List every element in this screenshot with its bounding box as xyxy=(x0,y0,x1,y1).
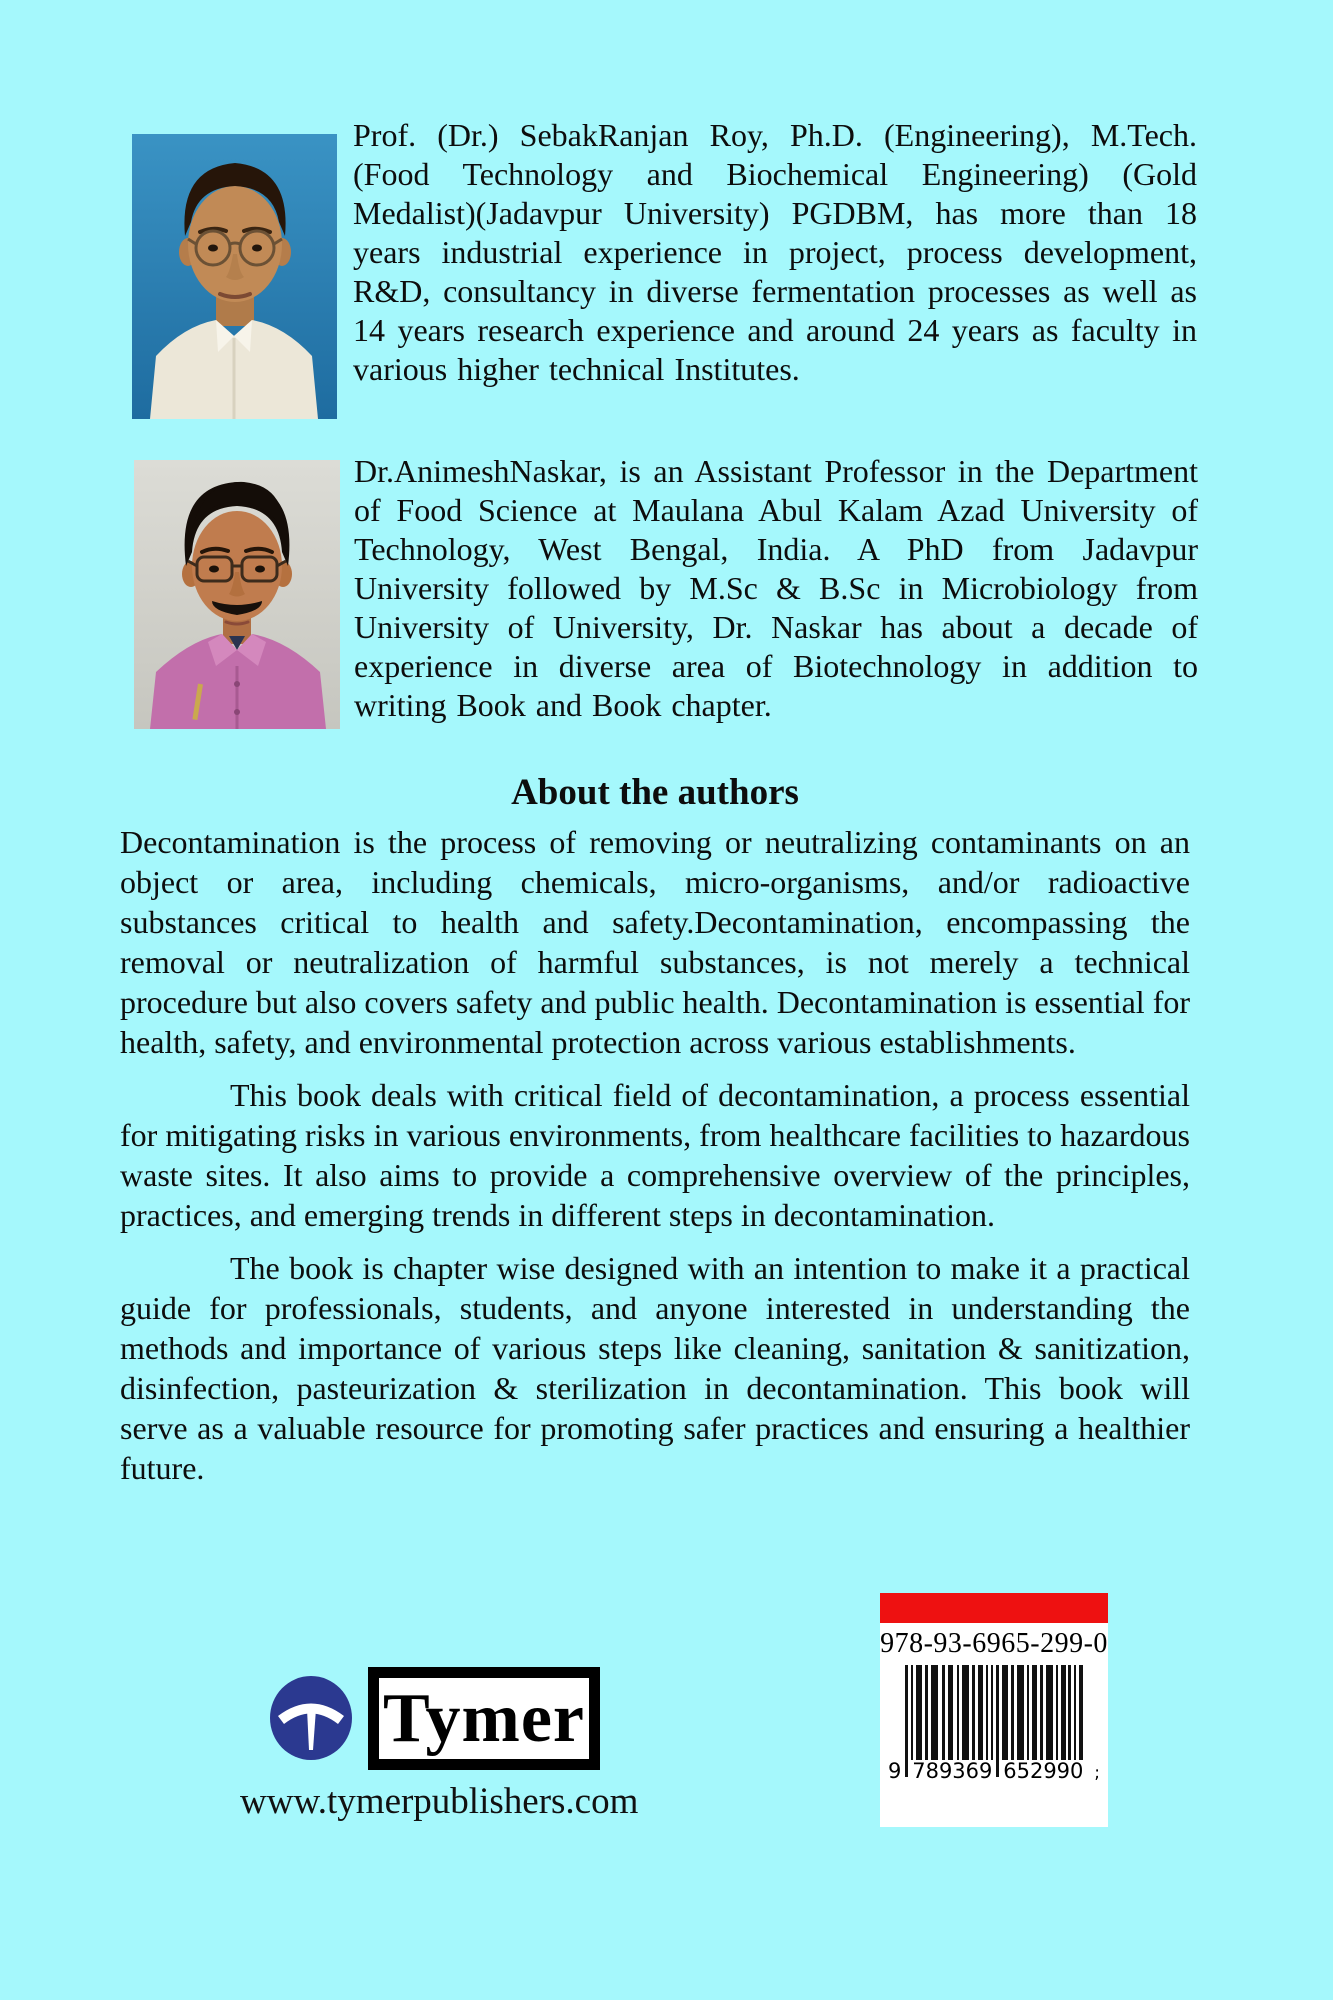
publisher-logo-wordmark xyxy=(368,1667,600,1770)
isbn-panel xyxy=(880,1593,1108,1827)
barcode-digit-group: 789369 xyxy=(912,1759,993,1783)
description-para-1: Decontamination is the process of removing or neutralizing contaminants on an object or area, including chemicals, micro-organisms, and/or radioactive substances critical to health and safety.Decontamination, encompassing the removal or neutralization of harmful substances, is not merely a technical procedure but also covers safety and public health. Decontamination is essential for health, safety, and environmental protection across various establishments. xyxy=(120,824,1190,1060)
author2-bio: Dr.AnimeshNaskar, is an Assistant Professor in the Department of Food Science at Maulana Abul Kalam Azad University of Technology, West Bengal, India. A PhD from Jadavpur University followed by M.Sc & B.Sc in Microbiology from University of University, Dr. Naskar has about a decade of experience in diverse area of Biotechnology in addition to writing Book and Book chapter. xyxy=(354,453,1198,723)
author1-photo xyxy=(132,134,337,419)
author1-bio: Prof. (Dr.) SebakRanjan Roy, Ph.D. (Engineering), M.Tech. (Food Technology and Biochemical Engineering) (Gold Medalist)(Jadavpur University) PGDBM, has more than 18 years industrial experience in project, process development, R&D, consultancy in diverse fermentation processes as well as 14 years research experience and around 24 years as faculty in various higher technical Institutes. xyxy=(353,117,1197,387)
isbn-color-bar xyxy=(880,1593,1108,1623)
publisher-logo-icon xyxy=(270,1676,352,1760)
author1-row xyxy=(0,116,1333,428)
about-authors-section xyxy=(0,116,1333,814)
author2-photo xyxy=(134,460,340,729)
publisher-logo-text: Tymer xyxy=(383,1679,585,1757)
author2-row xyxy=(0,452,1333,764)
barcode-digit-group: 9 xyxy=(888,1759,902,1783)
book-description xyxy=(120,822,1190,1488)
about-authors-heading: About the authors xyxy=(511,772,799,813)
description-para-3: The book is chapter wise designed with an intention to make it a practical guide for professionals, students, and anyone interested in understanding the methods and importance of various steps like cleaning, sanitation & sanitization, disinfection, pasteurization & sterilization in decontamination. This book will serve as a valuable resource for promoting safer practices and ensuring a healthier future. xyxy=(120,1250,1190,1486)
pickaxe-icon xyxy=(270,1676,352,1760)
isbn-number: 978-93-6965-299-0 xyxy=(880,1628,1108,1659)
author1-portrait-image xyxy=(132,134,337,419)
author2-portrait-image xyxy=(134,460,340,729)
barcode-end-mark: ; xyxy=(1094,1763,1100,1783)
publisher-website: www.tymerpublishers.com xyxy=(240,1781,639,1822)
barcode-digit-group: 652990 xyxy=(1003,1759,1084,1783)
barcode-digits xyxy=(880,1760,1108,1784)
description-para-2: This book deals with critical field of decontamination, a process essential for mitigating risks in various environments, from healthcare facilities to hazardous waste sites. It also aims to provide a comprehensive overview of the principles, practices, and emerging trends in different steps in decontamination. xyxy=(120,1077,1190,1233)
